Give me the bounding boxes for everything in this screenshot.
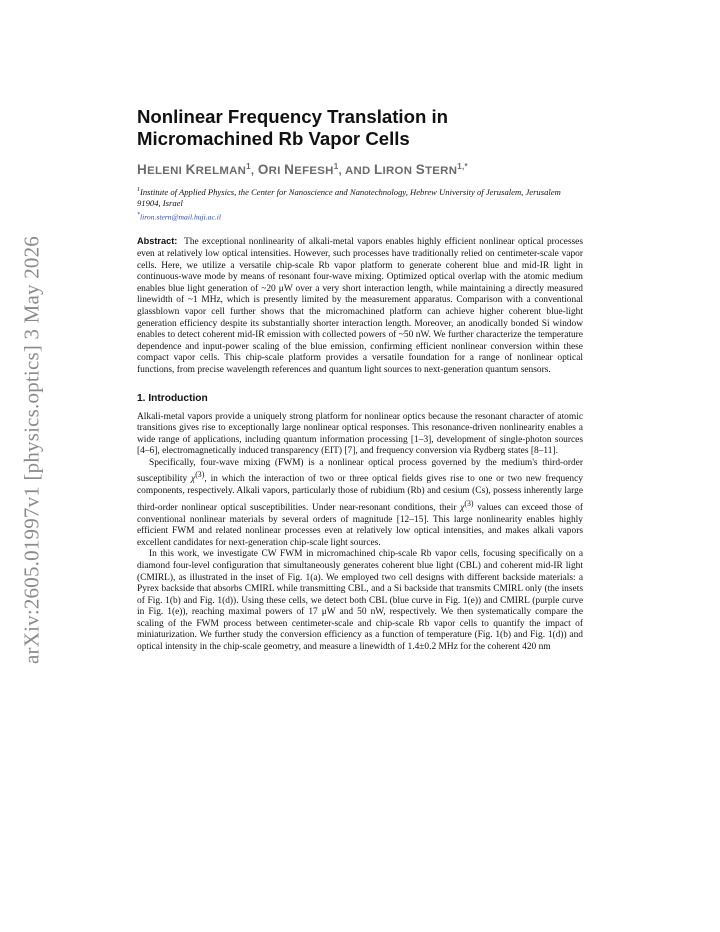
title-line-1: Nonlinear Frequency Translation in: [137, 106, 448, 127]
intro-paragraph-3: In this work, we investigate CW FWM in micromachined chip-scale Rb vapor cells, focusing specifically on a diamond four-level configuration that simultaneously generates coherent blue light (CBL) and coherent mid-IR light (CMIRL), as illustrated in the inset of Fig. 1(a). We employed two cell designs with different backside materials: a Pyrex backside that absorbs CMIRL while transmitting CBL, and a Si backside that transmits CMIRL only (the insets of Fig. 1(b) and Fig. 1(d)). Using these cells, we detect both CBL (blue curve in Fig. 1(e)) and CMIRL (purple curve in Fig. 1(e)), reaching maximal powers of 17 μW and 50 nW, respectively. We then systematically compare the scaling of the FWM process between centimeter-scale and chip-scale Rb vapor cells to quantify the impact of miniaturization. We further study the conversion efficiency as a function of temperature (Fig. 1(b) and Fig. 1(d)) and optical intensity in the chip-scale geometry, and measure a linewidth of 1.4±0.2 MHz for the coherent 420 nm: [137, 549, 583, 653]
author-1: HELENI KRELMAN$^1$,: [137, 162, 255, 177]
affiliation: $^1$Institute of Applied Physics, the Center for Nanoscience and Nanotechnology, Hebrew University of Jerusalem, Jerusalem 91904, Israel: [137, 186, 561, 209]
abstract-text: The exceptional nonlinearity of alkali-metal vapors enables highly efficient nonlinear optical processes even at relatively low optical intensities. However, such processes have traditionally relied on centimeter-scale vapor cells. Here, we utilize a versatile chip-scale Rb vapor platform to generate coherent blue and mid-IR light in continuous-wave mode by means of resonant four-wave mixing. Optimized optical overlap with the atomic medium enables blue light generation of ~20 μW over a very short interaction length, while maintaining a directly measured linewidth of ~1 MHz, which is presently limited by the measurement apparatus. Comparison with a conventional glassblown vapor cell further shows that the micromachined platform can achieve higher coherent blue-light generation efficiency despite its substantially shorter interaction length. Moreover, an anodically bonded Si window enables to detect coherent mid-IR emission with collected powers of ~50 nW. We further characterize the temperature dependence and input-power scaling of the blue emission, confirming efficient nonlinear conversion within these compact vapor cells. This chip-scale platform provides a versatile foundation for a range of nonlinear optical functions, from precise wavelength references and quantum light sources to next-generation quantum sensors.: [137, 237, 584, 375]
abstract: [137, 236, 583, 376]
paper-page: [137, 106, 583, 654]
paper-title: [137, 106, 583, 150]
author-2: ORI NEFESH$^1$, AND: [257, 162, 371, 177]
abstract-label: Abstract:: [137, 236, 178, 247]
intro-paragraph-1: Alkali-metal vapors provide a uniquely strong platform for nonlinear optics because the resonant character of atomic transitions gives rise to exceptionally large nonlinear optical responses. This resonance-driven nonlinearity enables a wide range of applications, including quantum information processing [1–3], development of single-photon sources [4–6], electromagnetically induced transparency (EIT) [7], and frequency conversion via Rydberg states [8–11].: [137, 411, 583, 457]
arxiv-identifier: arXiv:2605.01997v1 [physics.optics] 3 May 2026: [19, 236, 44, 664]
title-line-2: Micromachined Rb Vapor Cells: [137, 128, 410, 149]
section-title-introduction: 1. Introduction: [137, 392, 208, 404]
author-3: LIRON $STERN^{1,*}$: [374, 162, 468, 177]
author-email-link[interactable]: *liron.stern@mail.huji.ac.il: [137, 211, 221, 222]
intro-paragraph-2: Specifically, four-wave mixing (FWM) is a nonlinear optical process governed by the medium's third-order susceptibility $\chi^{(3)}$, in which the interaction of two or three optical fields gives rise to one or two new frequency components, respectively. Alkali vapors, particularly those of rubidium (Rb) and cesium (Cs), possess inherently large third-order nonlinear optical susceptibilities. Under near-resonant conditions, their $\chi^{(3)}$ values can exceed those of conventional nonlinear materials by several orders of magnitude [12–15]. This large nonlinearity enables highly efficient FWM and related nonlinear processes even at relatively low optical intensities, and makes alkali vapors excellent candidates for next-generation chip-scale light sources.: [137, 457, 584, 548]
arxiv-sidebar: [12, 180, 52, 720]
author-list: [137, 162, 583, 177]
